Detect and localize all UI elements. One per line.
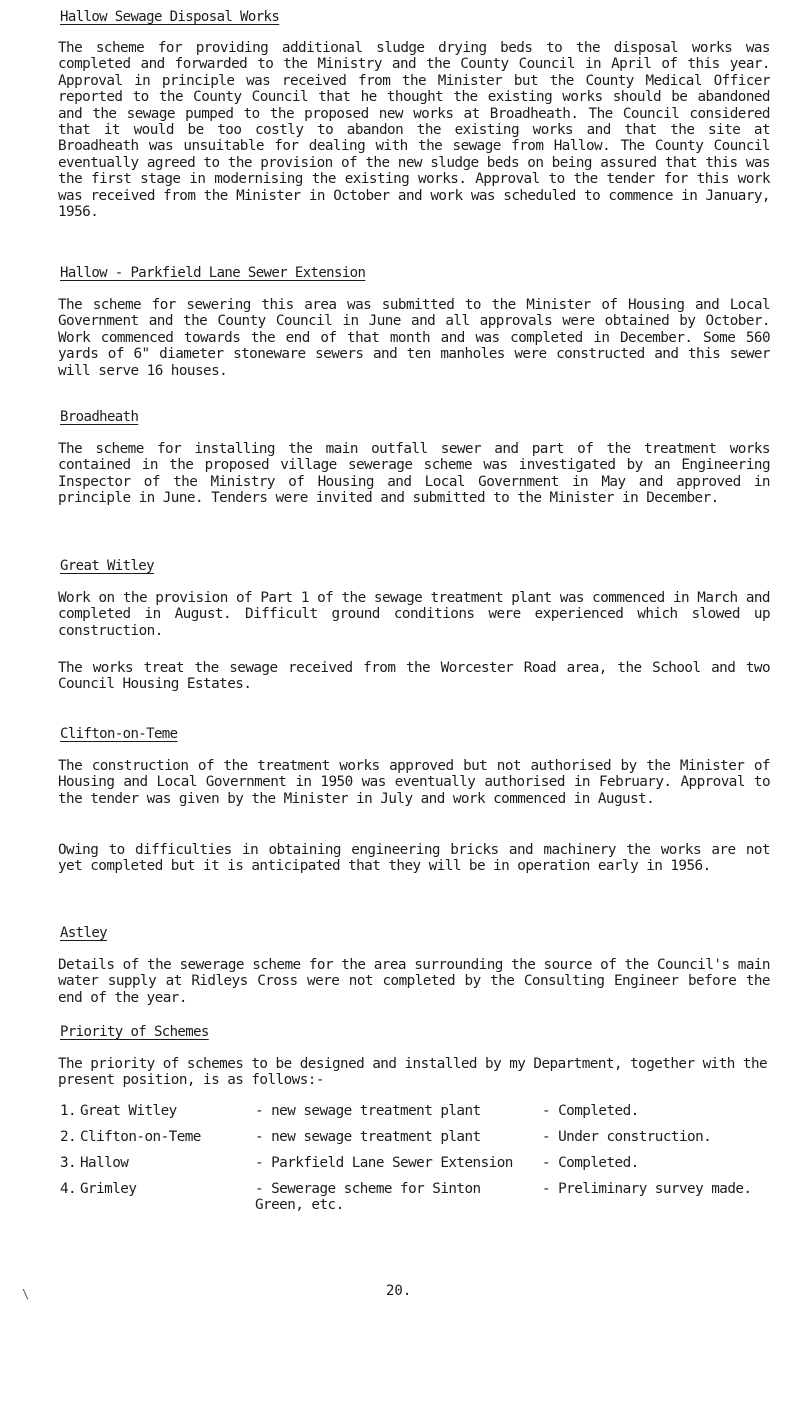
priority-item-number: 4. [60, 1181, 77, 1197]
priority-item-status: - Completed. [542, 1155, 639, 1171]
priority-item-scheme: - new sewage treatment plant [255, 1129, 481, 1145]
priority-item [60, 1129, 780, 1155]
margin-mark: \ [22, 1287, 30, 1301]
priority-item-scheme: - new sewage treatment plant [255, 1103, 481, 1119]
priority-item [60, 1181, 780, 1221]
priority-item-place: Grimley [80, 1181, 137, 1197]
section-text2-clifton-on-teme: Owing to difficulties in obtaining engineering bricks and machinery the works are not yet completed but it is anticipated that they will be in operation early in 1956. [58, 842, 770, 875]
section-text-parkfield-lane: The scheme for sewering this area was submitted to the Minister of Housing and Local Government and the County Council in June and all approvals were obtained by October. Work commenced towards the end of that month and was completed in December. Some 560 yards of 6" diameter stoneware sewers and ten manholes were constructed and this sewer will serve 16 houses. [58, 297, 770, 379]
section-heading-parkfield-lane: Hallow - Parkfield Lane Sewer Extension [60, 265, 366, 281]
section-text-broadheath: The scheme for installing the main outfall sewer and part of the treatment works contained in the proposed village sewerage scheme was investigated by an Engineering Inspector of the Ministry of Housing and Local Government in May and approved in principle in June. Tenders were invited and submitted to the Minister in December. [58, 441, 770, 507]
priority-item-status: - Completed. [542, 1103, 639, 1119]
section-text2-great-witley: The works treat the sewage received from the Worcester Road area, the School and two Council Housing Estates. [58, 660, 770, 693]
section-text-clifton-on-teme: The construction of the treatment works approved but not authorised by the Minister of Housing and Local Government in 1950 was eventually authorised in February. Approval to the tender was given by the Minister in July and work commenced in August. [58, 758, 770, 807]
section-text-astley: Details of the sewerage scheme for the area surrounding the source of the Council's main water supply at Ridleys Cross were not completed by the Consulting Engineer before the end of the year. [58, 957, 770, 1006]
section-heading-great-witley: Great Witley [60, 558, 154, 574]
priority-item-scheme: - Parkfield Lane Sewer Extension [255, 1155, 513, 1171]
section-text-hallow-sewage-disposal: The scheme for providing additional sludge drying beds to the disposal works was completed and forwarded to the Ministry and the County Council in April of this year. Approval in principle was received from the Minister but the County Medical Officer reported to the County Council that he thought the existing works should be abandoned and the sewage pumped to the proposed new works at Broadheath. The Council considered that it would be too costly to abandon the existing works and that the site at Broadheath was unsuitable for dealing with the sewage from Hallow. The County Council eventually agreed to the provision of the new sludge beds on being assured that this was the first stage in modernising the existing works. Approval to the tender for this work was received from the Minister in October and work was scheduled to commence in January, 1956. [58, 40, 770, 221]
priority-item-number: 3. [60, 1155, 77, 1171]
page-number: 20. [386, 1283, 412, 1299]
priority-item [60, 1155, 780, 1181]
priority-item-number: 1. [60, 1103, 77, 1119]
section-heading-astley: Astley [60, 925, 107, 941]
section-heading-broadheath: Broadheath [60, 409, 139, 425]
priority-item-scheme: - Sewerage scheme for Sinton Green, etc. [255, 1181, 481, 1213]
section-heading-priority: Priority of Schemes [60, 1024, 209, 1040]
priority-item-place: Hallow [80, 1155, 129, 1171]
section-text-great-witley: Work on the provision of Part 1 of the sewage treatment plant was commenced in March and completed in August. Difficult ground conditions were experienced which slowed up construction. [58, 590, 770, 639]
section-heading-clifton-on-teme: Clifton-on-Teme [60, 726, 178, 742]
priority-item [60, 1103, 780, 1129]
priority-item-number: 2. [60, 1129, 77, 1145]
priority-item-status: - Under construction. [542, 1129, 712, 1145]
priority-item-place: Clifton-on-Teme [80, 1129, 201, 1145]
priority-intro-text: The priority of schemes to be designed and installed by my Department, together with the present position, is as follows:- [58, 1056, 768, 1089]
section-heading-hallow-sewage-disposal: Hallow Sewage Disposal Works [60, 9, 280, 25]
priority-list [60, 1103, 780, 1221]
priority-item-place: Great Witley [80, 1103, 177, 1119]
priority-item-status: - Preliminary survey made. [542, 1181, 752, 1197]
